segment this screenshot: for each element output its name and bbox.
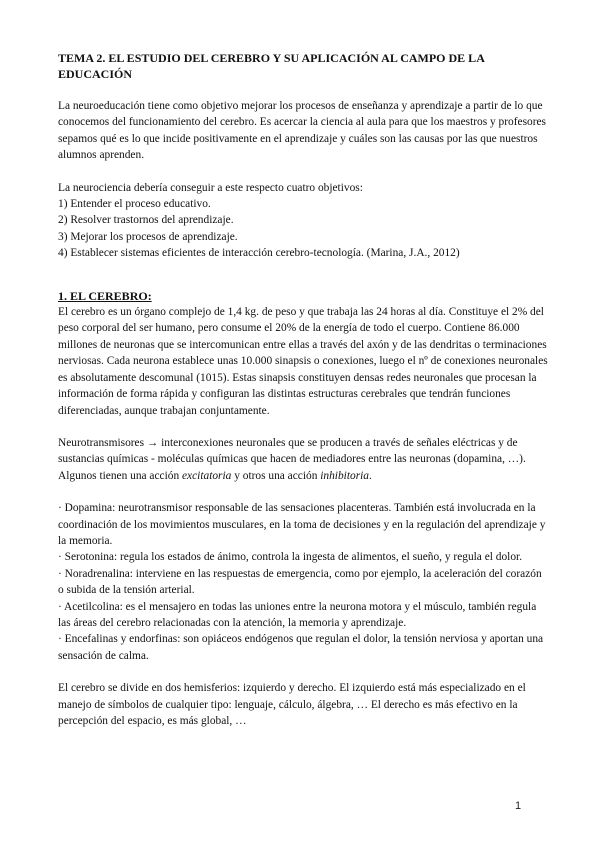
neurotransmitter-item: · Serotonina: regula los estados de ánimo, controla la ingesta de alimentos, el sueño, y regula el dolor. <box>58 551 523 564</box>
neurotransmitter-item: · Noradrenalina: interviene en las respuestas de emergencia, como por ejemplo, la aceleración del corazón o subida de la tensión arterial. <box>58 567 542 597</box>
spacer <box>58 262 548 288</box>
document-title: TEMA 2. EL ESTUDIO DEL CEREBRO Y SU APLICACIÓN AL CAMPO DE LA EDUCACIÓN <box>58 51 485 81</box>
objective-item: 3) Mejorar los procesos de aprendizaje. <box>58 230 238 243</box>
italic-term: excitatoria <box>182 469 232 482</box>
neurotransmitters-paragraph <box>58 435 548 484</box>
neurotransmitter-item: · Dopamina: neurotransmisor responsable de las sensaciones placenteras. También está involucrada en la coordinación de los movimientos musculares, en la toma de decisiones y en la regulación del aprendizaje y la memoria. <box>58 502 546 547</box>
neurotransmitter-item: · Acetilcolina: es el mensajero en todas las uniones entre la neurona motora y el músculo, también regula las áreas del cerebro relacionadas con la atención, la memoria y aprendizaje. <box>58 600 537 629</box>
text-run: Neurotransmisores → interconexiones neuronales que se producen a través de señales eléctricas y de sustancias químicas - moléculas químicas que hacen de mediadores entre las neuronas (dopamina, …). Algunos tienen una acción <box>58 436 526 482</box>
section-heading: 1. EL CEREBRO: <box>58 288 152 303</box>
objective-item: 2) Resolver trastornos del aprendizaje. <box>58 214 234 227</box>
document-page <box>58 50 548 729</box>
neurotransmitter-item: · Encefalinas y endorfinas: son opiáceos endógenos que regulan el dolor, la tensión nerviosa y aportan una sensación de calma. <box>58 633 544 662</box>
page-number: 1 <box>515 800 522 812</box>
spacer <box>58 164 548 180</box>
objective-item: 1) Entender el proceso educativo. <box>58 198 211 211</box>
spacer <box>58 664 548 680</box>
objective-item: 4) Establecer sistemas eficientes de interacción cerebro-tecnología. (Marina, J.A., 2012) <box>58 247 460 260</box>
italic-term: inhibitoria <box>320 469 369 482</box>
text-run: . <box>368 469 372 482</box>
spacer <box>58 484 548 500</box>
text-run: y otros una acción <box>231 469 321 482</box>
brain-paragraph: El cerebro es un órgano complejo de 1,4 kg. de peso y que trabaja las 24 horas al día. Constituye el 2% del peso corporal del ser humano, pero consume el 20% de la energía de todo el cuerpo. Contiene 86.000 millones de neuronas que se intercomunican entre ellas a través del axón y de las dendritas o terminaciones nerviosas. Cada neurona establece unas 10.000 sinapsis o conexiones, luego el nº de conexiones neuronales es absolutamente descomunal (1015). Estas sinapsis constituyen densas redes neuronales que procesan la información de forma rápida y configuran las distintas estructuras cerebrales que tendrán funciones diferenciadas, aunque trabajan conjuntamente. <box>58 306 548 417</box>
spacer <box>58 419 548 435</box>
hemispheres-paragraph: El cerebro se divide en dos hemisferios: izquierdo y derecho. El izquierdo está más especializado en el manejo de símbolos de cualquier tipo: lenguaje, cálculo, álgebra, … El derecho es más efectivo en la percepción del espacio, es más global, … <box>58 682 526 727</box>
intro-paragraph: La neuroeducación tiene como objetivo mejorar los procesos de enseñanza y aprendizaje a partir de lo que conocemos del funcionamiento del cerebro. Es acercar la ciencia al aula para que los maestros y profesores sepamos qué es lo que incide positivamente en el aprendizaje y cuáles son las causas por las que nuestros alumnos aprenden. <box>58 100 546 162</box>
objectives-lead: La neurociencia debería conseguir a este respecto cuatro objetivos: <box>58 181 363 194</box>
